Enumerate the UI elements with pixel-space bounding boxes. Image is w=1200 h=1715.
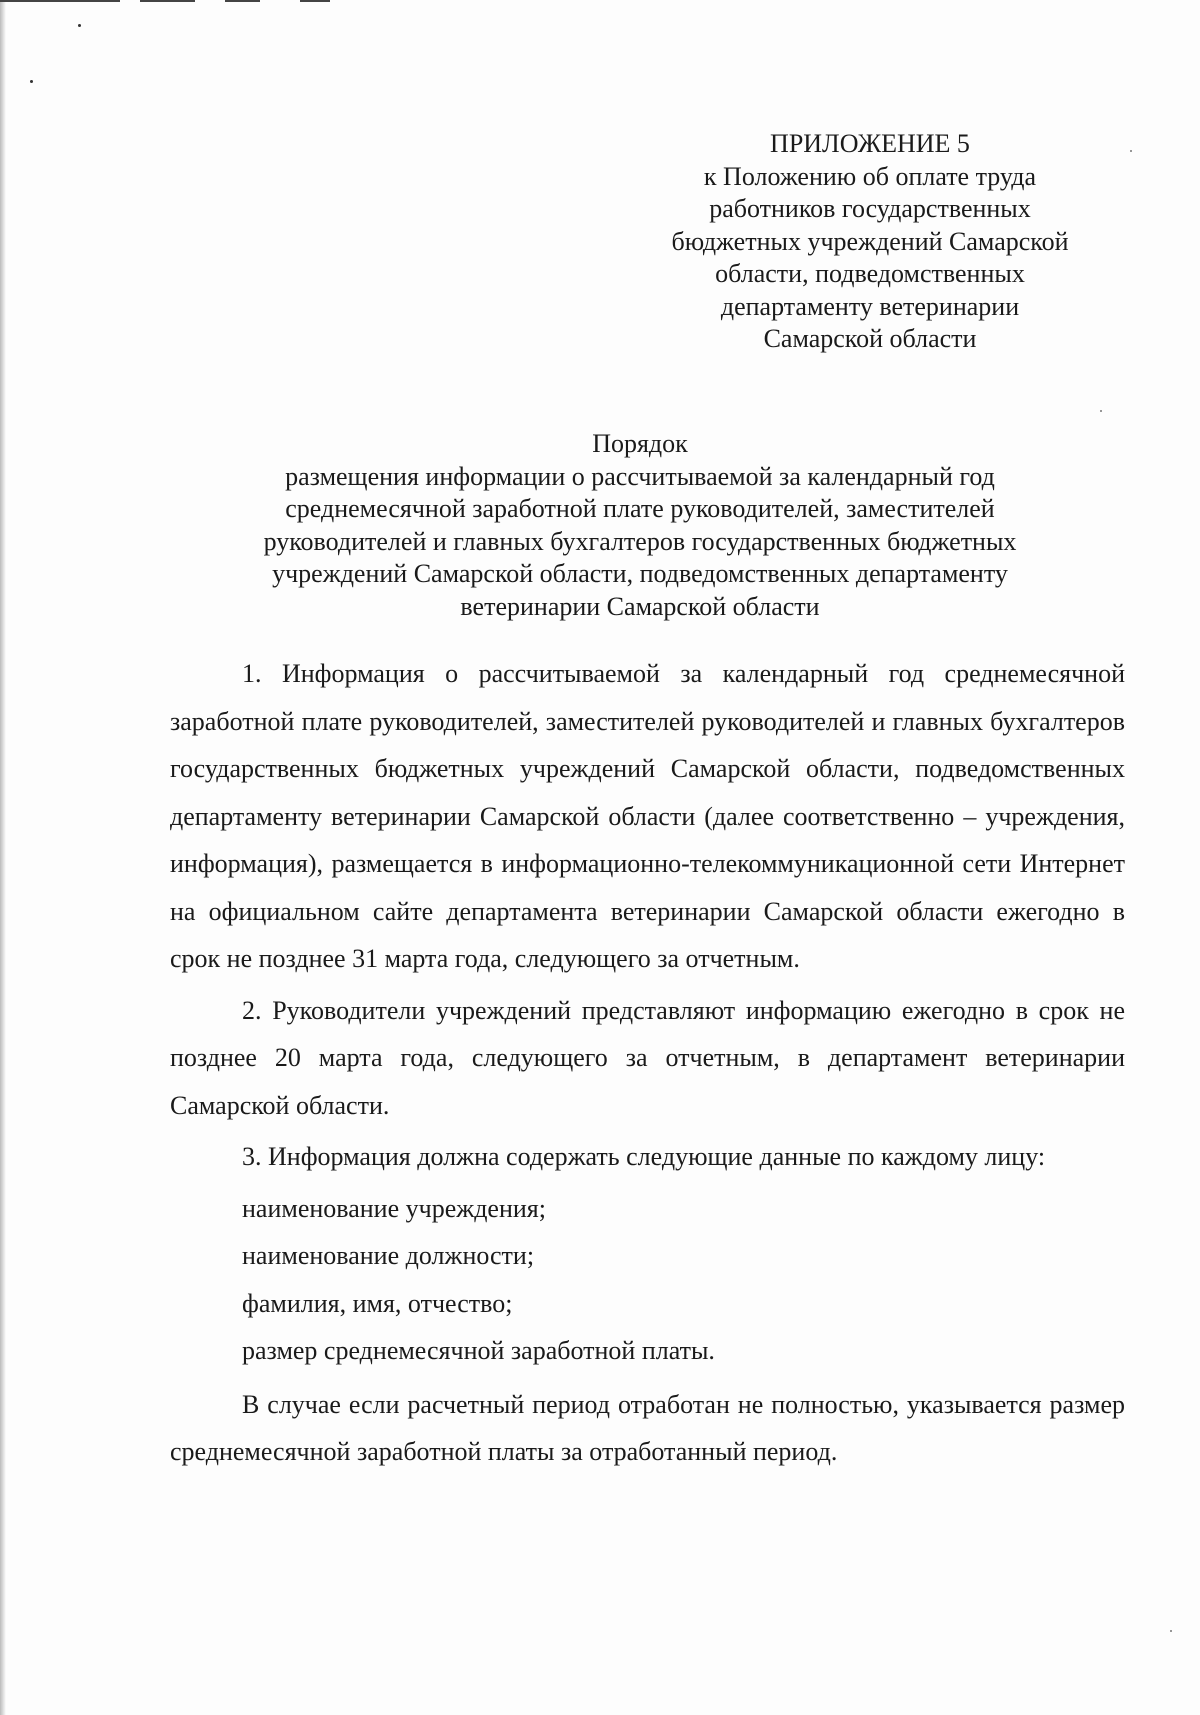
list-item: размер среднемесячной заработной платы. [242,1336,715,1365]
scan-speck [1100,410,1102,412]
list-item: наименование должности; [242,1241,535,1270]
paragraph-2: 2. Руководители учреждений представляют информацию ежегодно в срок не позднее 20 марта года, следующего за отчетным, в департамент ветеринарии Самарской области. [170,995,1125,1120]
paragraph-4: В случае если расчетный период отработан не полностью, указывается размер среднемесячной заработной платы за отработанный период. [170,1389,1125,1466]
paragraph-1: 1. Информация о рассчитываемой за календарный год среднемесячной заработной плате руководителей, заместителей руководителей и главных бухгалтеров государственных бюджетных учреждений Самарской области, подведомственных департаменту ветеринарии Самарской области (далее соответственно – учреждения, информация), размещается в информационно-телекоммуникационной сети Интернет на официальном сайте департамента ветеринарии Самарской области ежегодно в срок не позднее 31 марта года, следующего за отчетным. [170,659,1125,973]
scan-speck [78,24,81,27]
appendix-line: работников государственных [709,194,1031,223]
appendix-line: Самарской области [763,324,977,353]
paragraph-3: 3. Информация должна содержать следующие данные по каждому лицу: [242,1142,1046,1171]
title-line: размещения информации о рассчитываемой за календарный год [285,461,995,491]
scan-speck [1130,150,1132,152]
title-line: руководителей и главных бухгалтеров государственных бюджетных [263,526,1017,556]
scan-speck [30,80,33,83]
title-line: учреждений Самарской области, подведомственных департаменту [272,559,1008,588]
scan-artifact-line [300,0,330,2]
appendix-title: ПРИЛОЖЕНИЕ 5 [770,129,970,158]
appendix-line: бюджетных учреждений Самарской [671,226,1069,256]
list-item: фамилия, имя, отчество; [242,1288,513,1318]
title-heading: Порядок [592,429,688,458]
scan-artifact-line [225,0,260,2]
scan-artifact-line [0,0,120,2]
scan-artifact-line [140,0,195,2]
appendix-block [640,128,1100,356]
appendix-line: департаменту ветеринарии [720,291,1020,321]
scan-speck [1170,1630,1172,1632]
document-body [170,650,1125,1480]
title-line: ветеринарии Самарской области [460,591,820,621]
appendix-line: к Положению об оплате труда [703,161,1037,191]
list-item: наименование учреждения; [242,1193,546,1223]
document-title [150,428,1130,623]
title-line: среднемесячной заработной плате руководителей, заместителей [285,494,995,523]
appendix-line: области, подведомственных [715,259,1025,288]
scan-edge-shadow [0,0,6,1715]
